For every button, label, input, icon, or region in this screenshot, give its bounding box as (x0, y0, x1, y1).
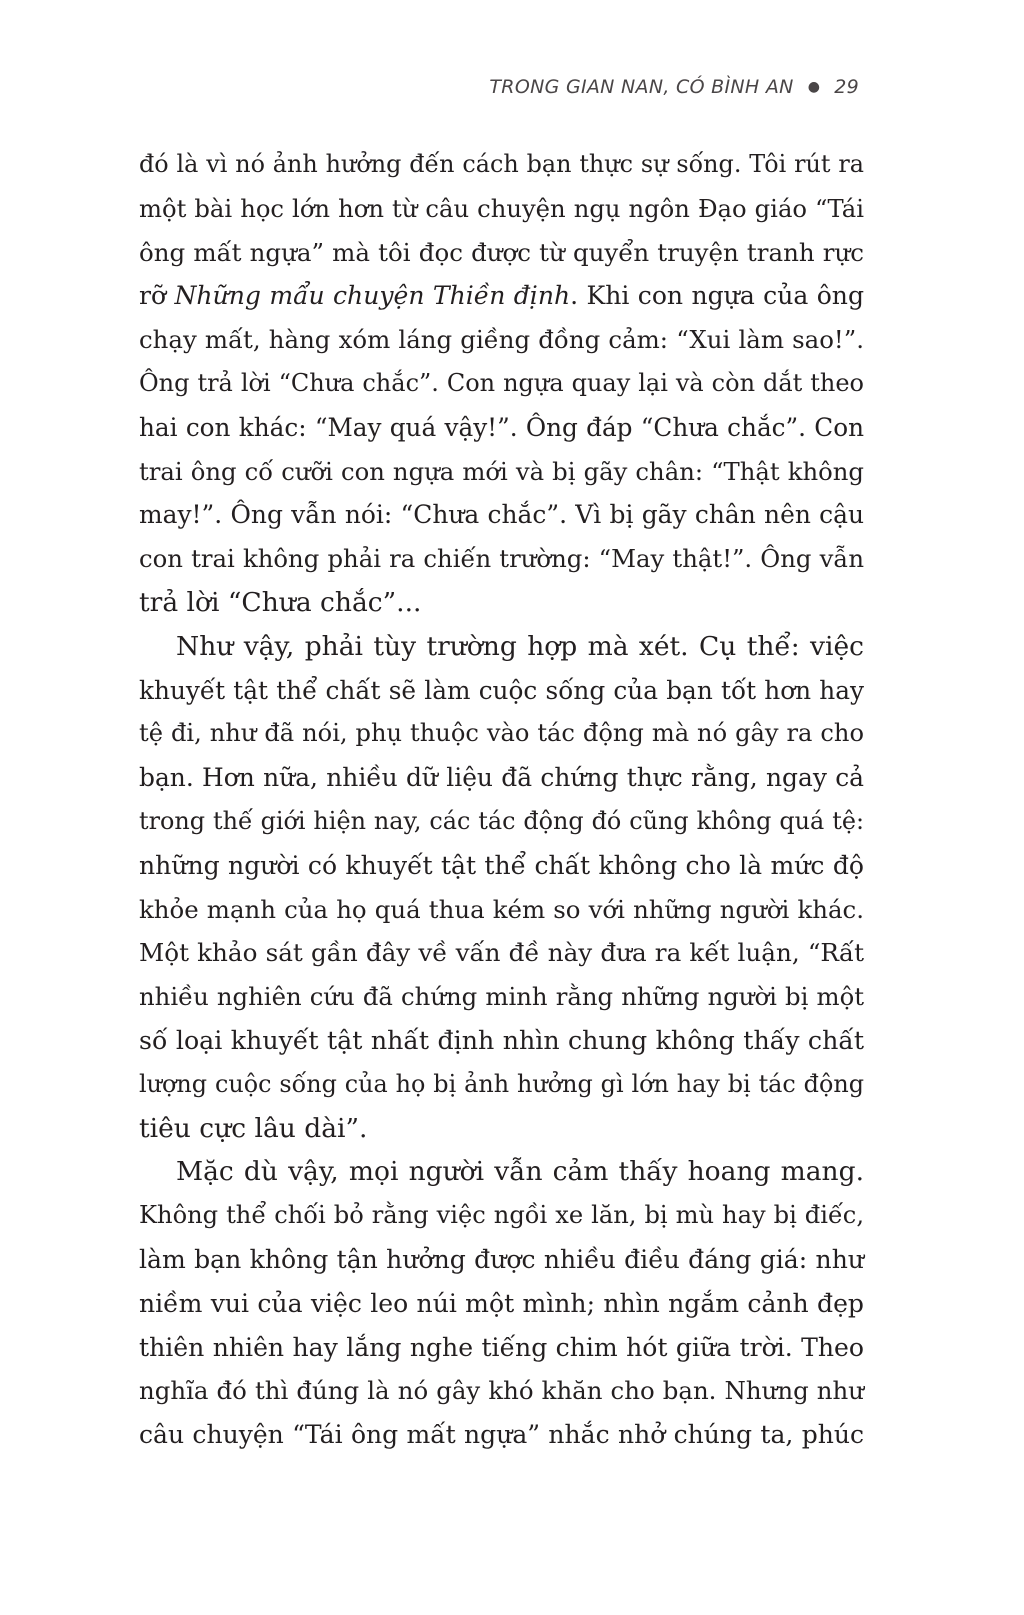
text-line: Mặc dù vậy, mọi người vẫn cảm thấy hoang mang. (176, 1156, 864, 1188)
text-line: trai ông cố cưỡi con ngựa mới và bị gãy chân: “Thật không (139, 456, 864, 486)
bullet-separator: ● (807, 79, 821, 95)
text-line: làm bạn không tận hưởng được nhiều điều đáng giá: như (139, 1244, 864, 1274)
text-line: chạy mất, hàng xóm láng giềng đồng cảm: “Xui làm sao!”. (139, 325, 864, 355)
text-line: ông mất ngựa” mà tôi đọc được từ quyển truyện tranh rực (139, 237, 864, 267)
paragraph-3 (139, 1150, 864, 1457)
text-line: Như vậy, phải tùy trường hợp mà xét. Cụ thể: việc (176, 630, 864, 662)
running-title: TRONG GIAN NAN, CÓ BÌNH AN (489, 76, 794, 98)
text-line: thiên nhiên hay lắng nghe tiếng chim hót giữa trời. Theo (139, 1332, 864, 1362)
text-line: bạn. Hơn nữa, nhiều dữ liệu đã chứng thực rằng, ngay cả (139, 763, 864, 793)
body-text (139, 143, 864, 1457)
text-line: đó là vì nó ảnh hưởng đến cách bạn thực sự sống. Tôi rút ra (139, 150, 864, 178)
text-line: khỏe mạnh của họ quá thua kém so với những người khác. (139, 894, 864, 924)
text-fragment: rỡ (139, 281, 175, 311)
text-line: trả lời “Chưa chắc”... (139, 586, 422, 618)
running-header (489, 76, 859, 98)
text-line: may!”. Ông vẫn nói: “Chưa chắc”. Vì bị gãy chân nên cậu (139, 500, 864, 530)
text-line: con trai không phải ra chiến trường: “May thật!”. Ông vẫn (139, 544, 864, 574)
text-line: những người có khuyết tật thể chất không cho là mức độ (139, 850, 864, 880)
text-line: Ông trả lời “Chưa chắc”. Con ngựa quay lại và còn dắt theo (139, 368, 864, 397)
text-fragment: . Khi con ngựa của ông (570, 281, 864, 311)
text-line: niềm vui của việc leo núi một mình; nhìn ngắm cảnh đẹp (139, 1288, 864, 1318)
paragraph-1 (139, 143, 864, 625)
text-line-with-title (139, 274, 864, 318)
text-line: tệ đi, như đã nói, phụ thuộc vào tác động mà nó gây ra cho (139, 719, 864, 748)
page-number: 29 (834, 76, 859, 98)
text-line: câu chuyện “Tái ông mất ngựa” nhắc nhở chúng ta, phúc (139, 1420, 864, 1450)
paragraph-2 (139, 625, 864, 1151)
book-title-italic: Những mẩu chuyện Thiền định (174, 281, 571, 311)
text-line: nghĩa đó thì đúng là nó gây khó khăn cho bạn. Nhưng như (139, 1376, 864, 1406)
text-line: Không thể chối bỏ rằng việc ngồi xe lăn, bị mù hay bị điếc, (139, 1201, 864, 1230)
text-line: lượng cuộc sống của họ bị ảnh hưởng gì lớn hay bị tác động (139, 1069, 864, 1098)
text-line: hai con khác: “May quá vậy!”. Ông đáp “Chưa chắc”. Con (139, 412, 864, 442)
text-line: nhiều nghiên cứu đã chứng minh rằng những người bị một (139, 982, 864, 1012)
text-line: khuyết tật thể chất sẽ làm cuộc sống của bạn tốt hơn hay (139, 675, 864, 705)
text-line: một bài học lớn hơn từ câu chuyện ngụ ngôn Đạo giáo “Tái (139, 193, 864, 223)
text-line: tiêu cực lâu dài”. (139, 1112, 368, 1144)
text-line: trong thế giới hiện nay, các tác động đó cũng không quá tệ: (139, 806, 864, 835)
text-line: Một khảo sát gần đây về vấn đề này đưa ra kết luận, “Rất (139, 938, 864, 968)
text-line: số loại khuyết tật nhất định nhìn chung không thấy chất (139, 1025, 864, 1055)
